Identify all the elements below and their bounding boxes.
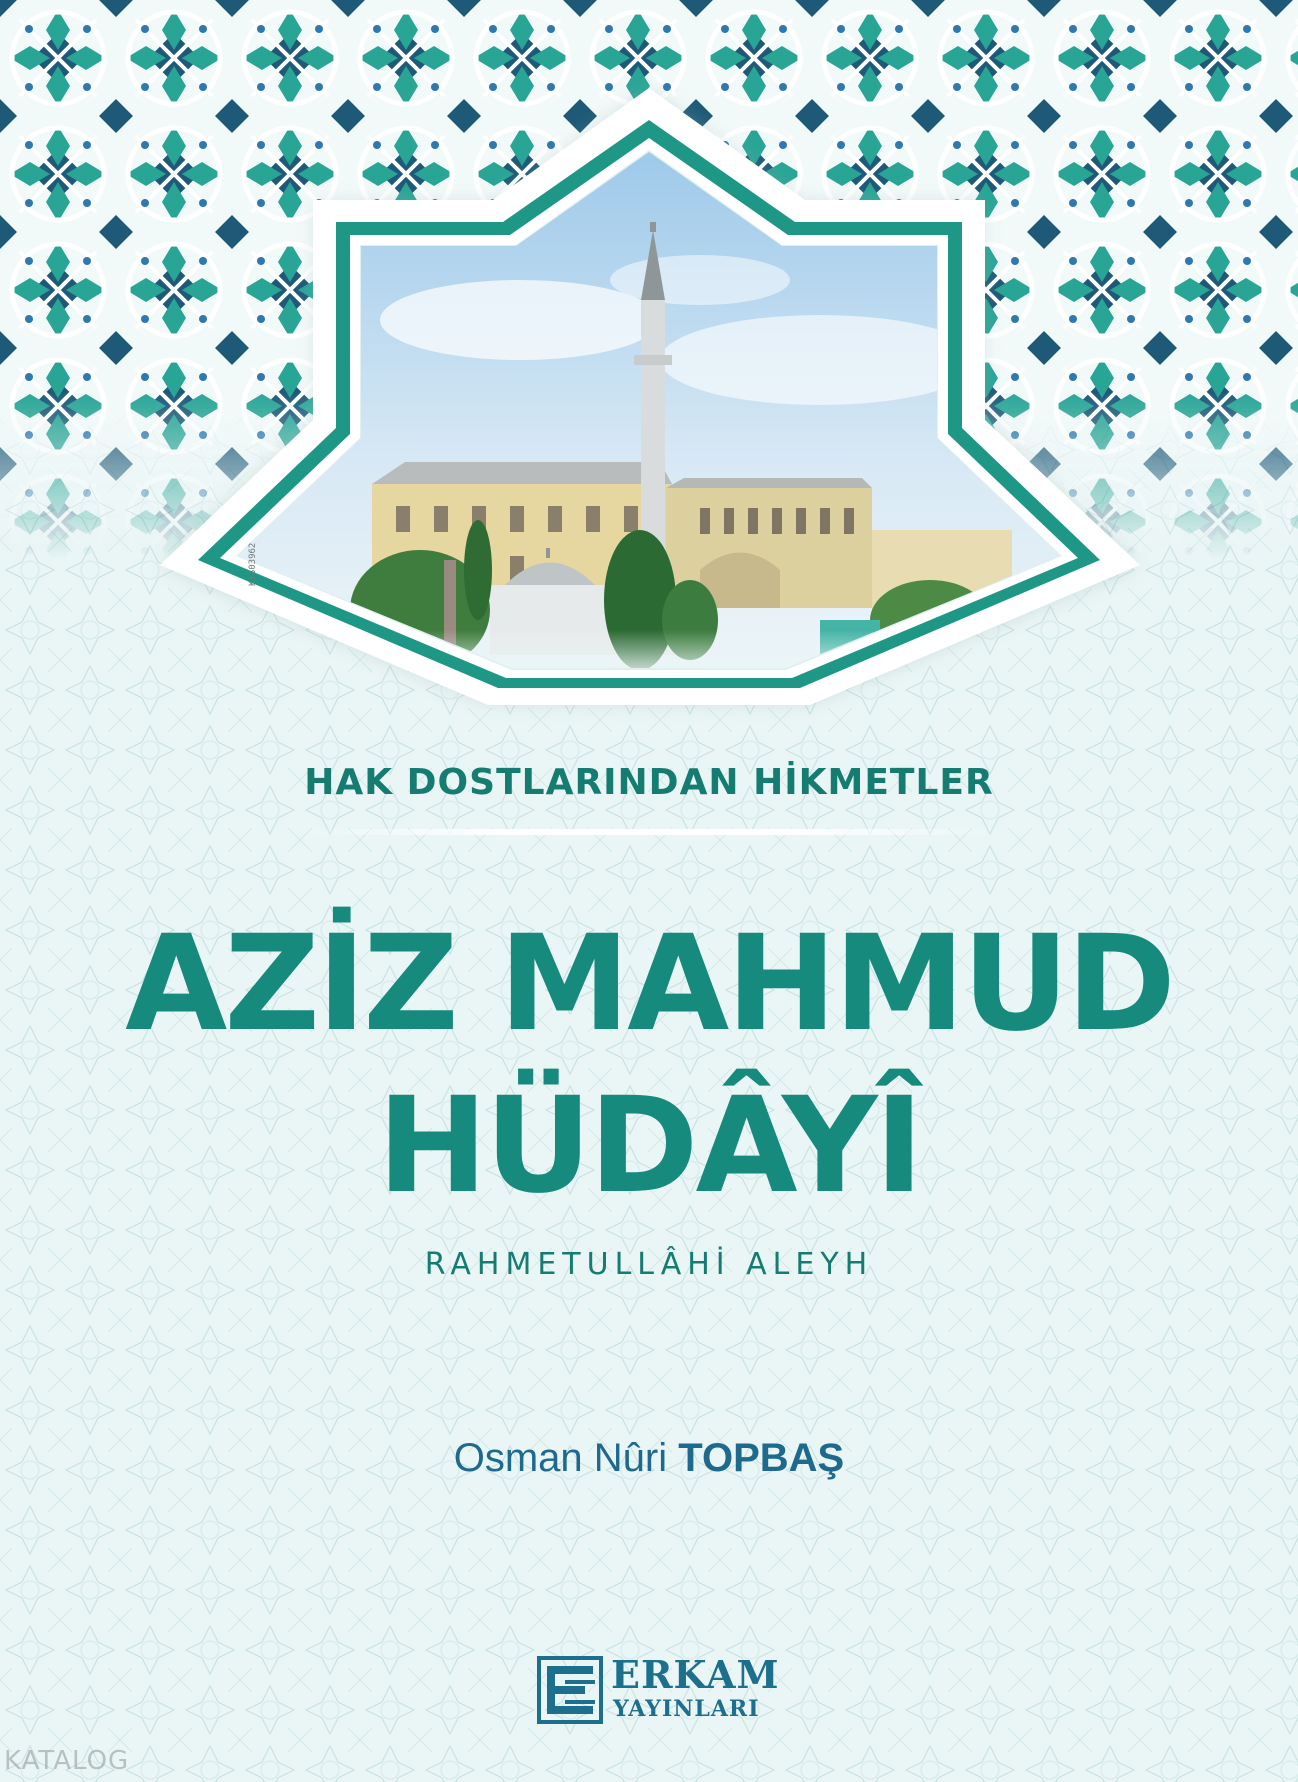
publisher-logo xyxy=(537,1652,780,1724)
watermark-text: KATALOG xyxy=(4,1746,130,1776)
publisher-emblem-icon xyxy=(537,1656,603,1724)
author-surname: TOPBAŞ xyxy=(678,1436,845,1480)
author-first-name: Osman Nûri xyxy=(453,1436,668,1480)
mosque-photo xyxy=(0,0,1298,760)
publisher-subname: YAYINLARI xyxy=(613,1696,760,1722)
series-title: HAK DOSTLARINDAN HİKMETLER xyxy=(304,762,994,803)
isbn-code: Ki803962 xyxy=(248,542,258,586)
publisher-name: ERKAM xyxy=(611,1652,780,1697)
series-divider xyxy=(300,829,998,835)
author-name xyxy=(0,1436,1298,1481)
book-subtitle: RAHMETULLÂHİ ALEYH xyxy=(424,1247,874,1282)
book-title-line1: AZİZ MAHMUD xyxy=(125,907,1173,1061)
book-title-line2: HÜDÂYÎ xyxy=(377,1069,921,1223)
